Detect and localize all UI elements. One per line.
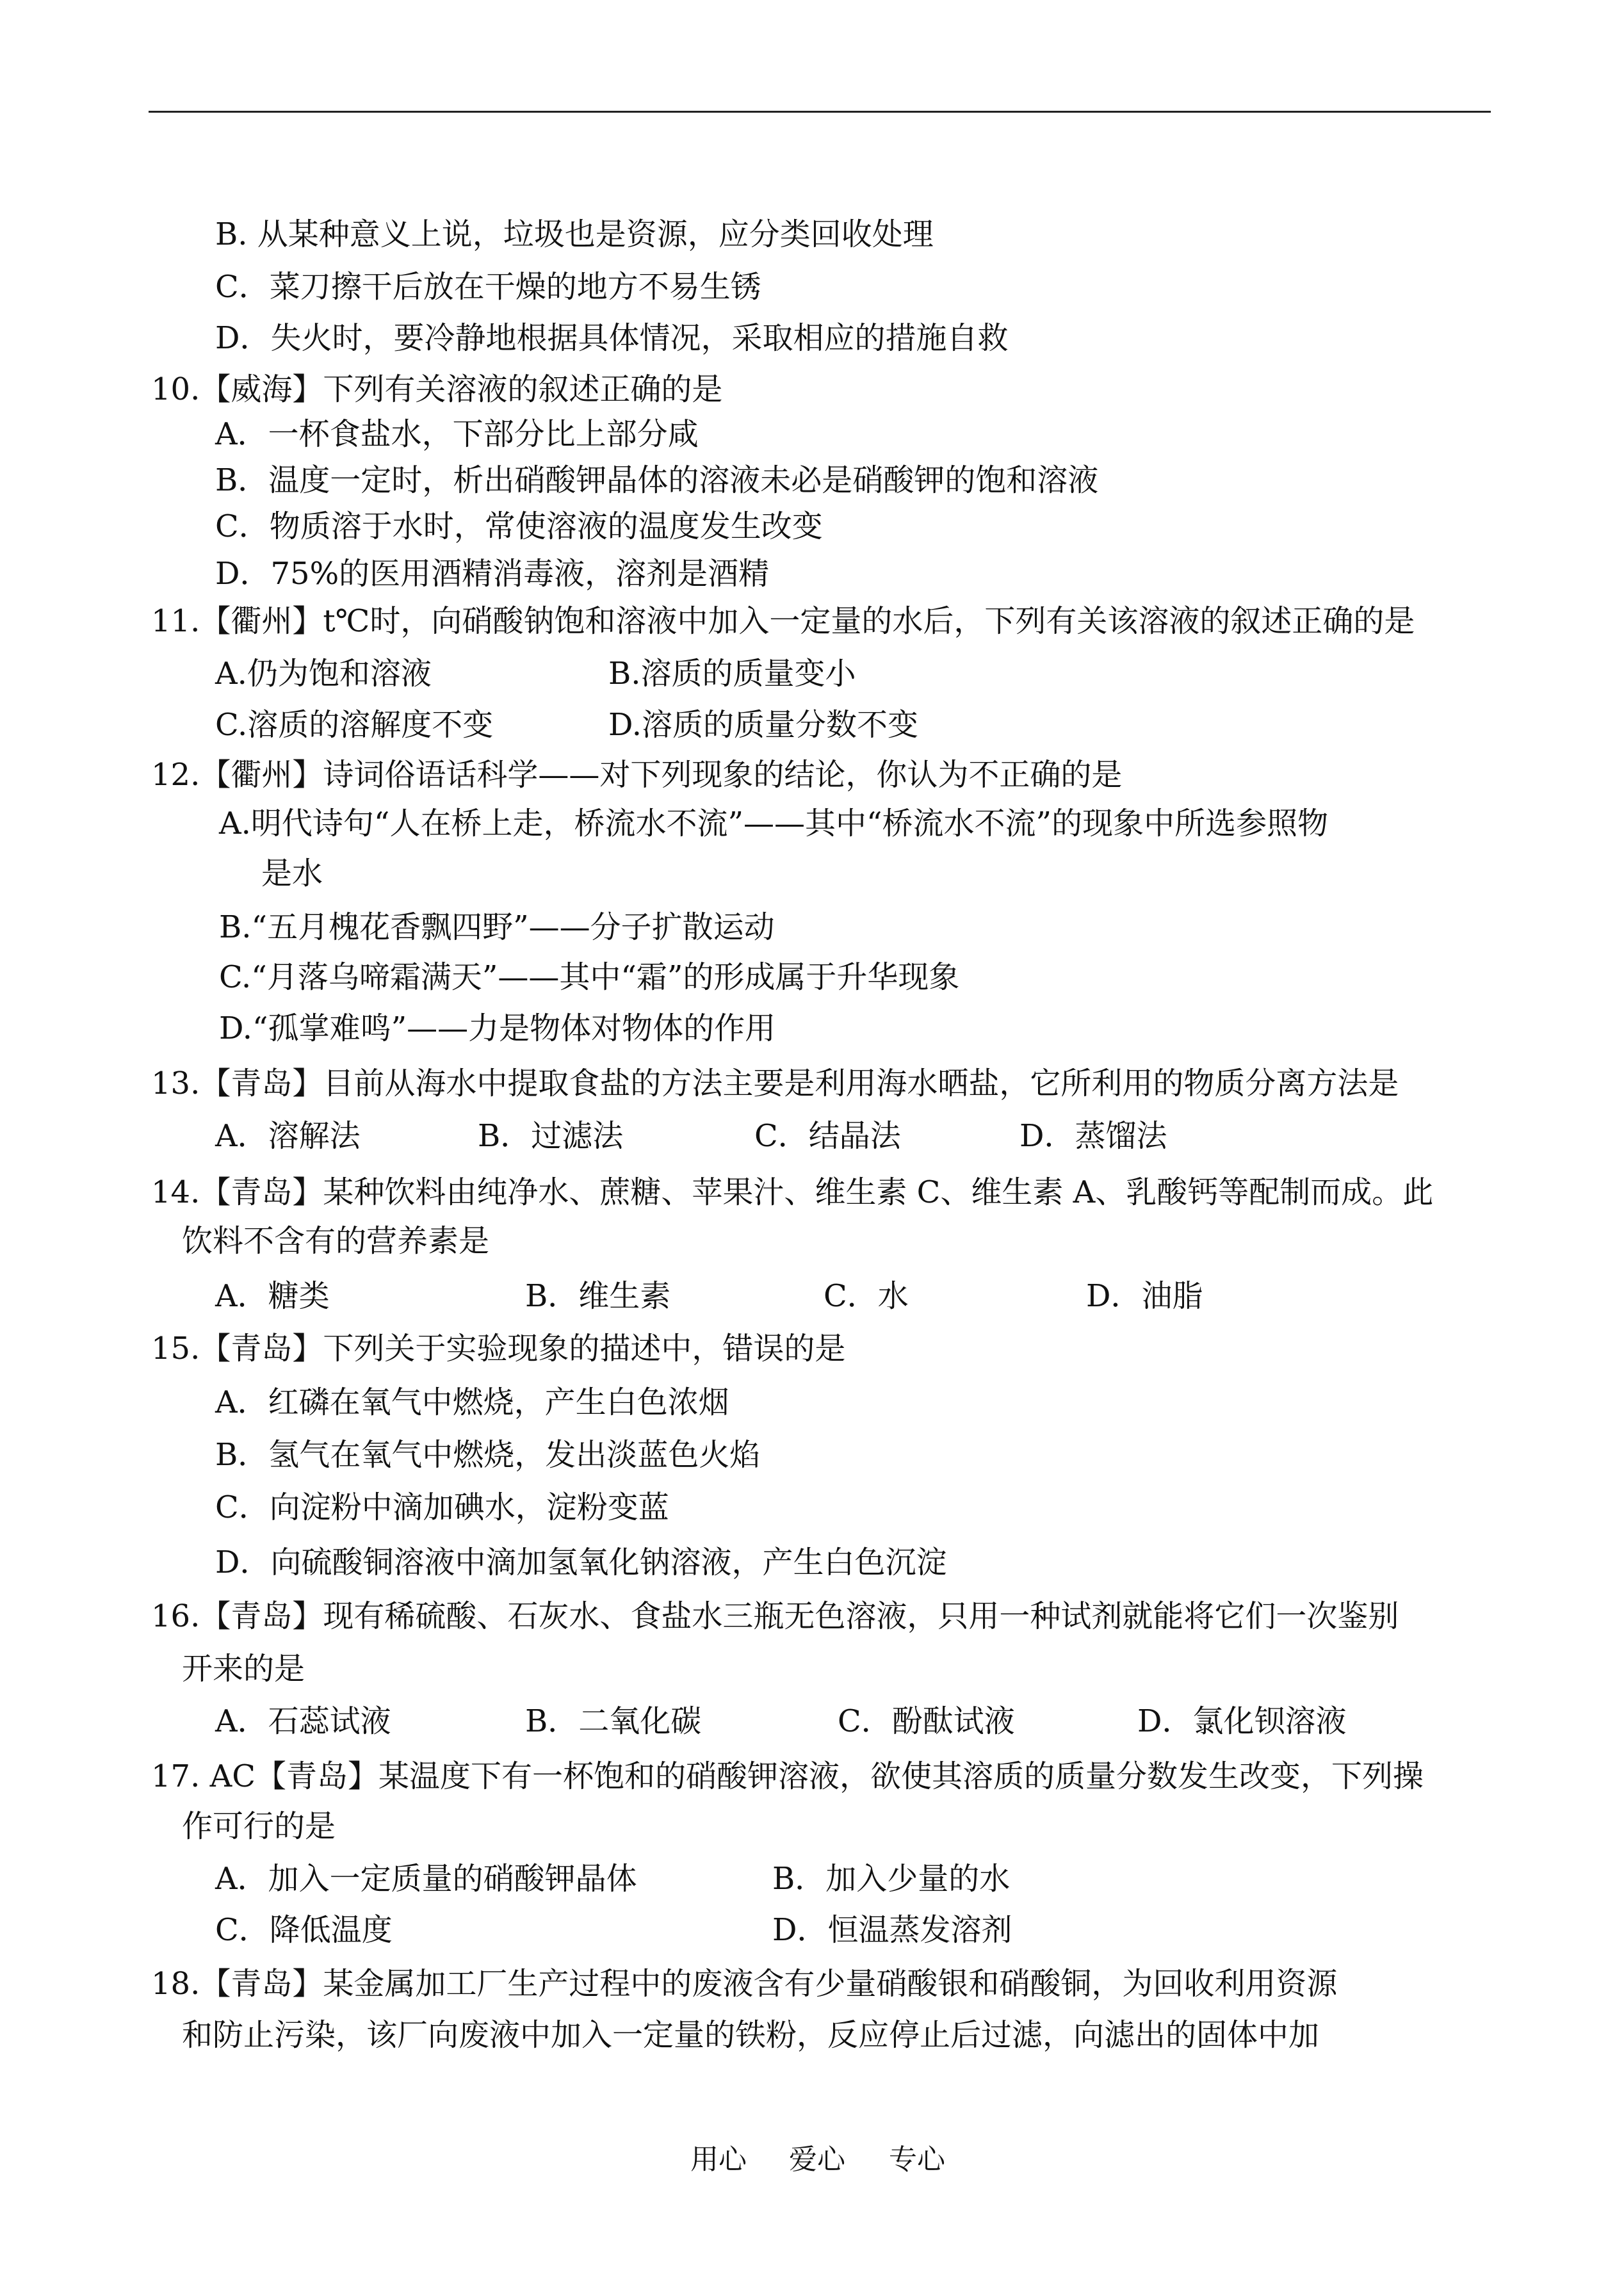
q13-option-c: C．结晶法 bbox=[754, 1118, 901, 1154]
q17-option-d: D．恒温蒸发溶剂 bbox=[772, 1912, 1012, 1948]
q13-option-a: A．溶解法 bbox=[215, 1118, 361, 1154]
q17-option-a: A．加入一定质量的硝酸钾晶体 bbox=[215, 1861, 637, 1897]
q15-option-c: C．向淀粉中滴加碘水，淀粉变蓝 bbox=[215, 1489, 669, 1525]
q14-stem: 14.【青岛】某种饮料由纯净水、蔗糖、苹果汁、维生素 C、维生素 A、乳酸钙等配制而成。此 bbox=[151, 1174, 1434, 1210]
q11-option-d: D.溶质的质量分数不变 bbox=[608, 707, 919, 743]
q9-option-c: C．菜刀擦干后放在干燥的地方不易生锈 bbox=[215, 269, 761, 305]
q12-stem: 12.【衢州】诗词俗语话科学——对下列现象的结论，你认为不正确的是 bbox=[151, 757, 1123, 793]
q16-option-c: C．酚酞试液 bbox=[838, 1703, 1015, 1739]
q17-stem-cont: 作可行的是 bbox=[182, 1808, 336, 1844]
q15-stem: 15.【青岛】下列关于实验现象的描述中，错误的是 bbox=[151, 1331, 846, 1366]
q16-stem: 16.【青岛】现有稀硫酸、石灰水、食盐水三瓶无色溶液，只用一种试剂就能将它们一次鉴别 bbox=[151, 1598, 1399, 1634]
q13-option-d: D．蒸馏法 bbox=[1019, 1118, 1167, 1154]
q15-option-b: B．氢气在氧气中燃烧，发出淡蓝色火焰 bbox=[215, 1437, 761, 1473]
q9-option-d: D．失火时，要冷静地根据具体情况，采取相应的措施自救 bbox=[215, 320, 1009, 356]
q12-option-b: B.“五月槐花香飘四野”——分子扩散运动 bbox=[219, 909, 775, 945]
q12-option-a-cont: 是水 bbox=[261, 856, 323, 891]
q17-option-b: B．加入少量的水 bbox=[772, 1861, 1011, 1897]
q14-option-b: B．维生素 bbox=[525, 1278, 671, 1314]
q15-option-a: A．红磷在氧气中燃烧，产生白色浓烟 bbox=[215, 1384, 729, 1420]
q16-option-b: B．二氧化碳 bbox=[525, 1703, 702, 1739]
footer-word-3: 专心 bbox=[889, 2143, 945, 2176]
q14-option-c: C．水 bbox=[824, 1278, 909, 1314]
q11-stem: 11.【衢州】t℃时，向硝酸钠饱和溶液中加入一定量的水后，下列有关该溶液的叙述正确的是 bbox=[151, 603, 1415, 639]
q14-option-d: D．油脂 bbox=[1086, 1278, 1203, 1314]
q11-option-b: B.溶质的质量变小 bbox=[608, 656, 856, 692]
q12-option-c: C.“月落乌啼霜满天”——其中“霜”的形成属于升华现象 bbox=[219, 959, 960, 995]
q17-stem: 17. AC【青岛】某温度下有一杯饱和的硝酸钾溶液，欲使其溶质的质量分数发生改变，下列操 bbox=[151, 1758, 1424, 1794]
q18-stem: 18.【青岛】某金属加工厂生产过程中的废液含有少量硝酸银和硝酸铜，为回收利用资源 bbox=[151, 1966, 1338, 2002]
q12-option-a: A.明代诗句“人在桥上走，桥流水不流”——其中“桥流水不流”的现象中所选参照物 bbox=[219, 806, 1329, 841]
header-rule bbox=[149, 111, 1491, 113]
q10-option-d: D．75%的医用酒精消毒液，溶剂是酒精 bbox=[215, 556, 770, 592]
q11-option-c: C.溶质的溶解度不变 bbox=[215, 707, 494, 743]
q9-option-b: B. 从某种意义上说，垃圾也是资源，应分类回收处理 bbox=[215, 216, 934, 252]
q10-option-c: C．物质溶于水时，常使溶液的温度发生改变 bbox=[215, 508, 823, 544]
q12-option-d: D.“孤掌难鸣”——力是物体对物体的作用 bbox=[219, 1010, 776, 1046]
q17-option-c: C．降低温度 bbox=[215, 1912, 393, 1948]
q16-option-d: D．氯化钡溶液 bbox=[1137, 1703, 1347, 1739]
footer-word-1: 用心 bbox=[690, 2143, 747, 2176]
q13-stem: 13.【青岛】目前从海水中提取食盐的方法主要是利用海水晒盐，它所利用的物质分离方法是 bbox=[151, 1066, 1399, 1101]
q16-option-a: A．石蕊试液 bbox=[215, 1703, 391, 1739]
footer-word-2: 爱心 bbox=[789, 2143, 845, 2176]
q15-option-d: D．向硫酸铜溶液中滴加氢氧化钠溶液，产生白色沉淀 bbox=[215, 1545, 947, 1580]
q14-option-a: A．糖类 bbox=[215, 1278, 330, 1314]
q10-option-b: B．温度一定时，析出硝酸钾晶体的溶液未必是硝酸钾的饱和溶液 bbox=[215, 462, 1099, 498]
q14-stem-cont: 饮料不含有的营养素是 bbox=[182, 1223, 490, 1259]
q13-option-b: B．过滤法 bbox=[478, 1118, 624, 1154]
q10-option-a: A．一杯食盐水，下部分比上部分咸 bbox=[215, 416, 699, 452]
q11-option-a: A.仍为饱和溶液 bbox=[215, 656, 432, 692]
q10-stem: 10.【威海】下列有关溶液的叙述正确的是 bbox=[151, 371, 723, 407]
q18-stem-cont: 和防止污染，该厂向废液中加入一定量的铁粉，反应停止后过滤，向滤出的固体中加 bbox=[182, 2017, 1320, 2053]
q16-stem-cont: 开来的是 bbox=[182, 1651, 305, 1687]
